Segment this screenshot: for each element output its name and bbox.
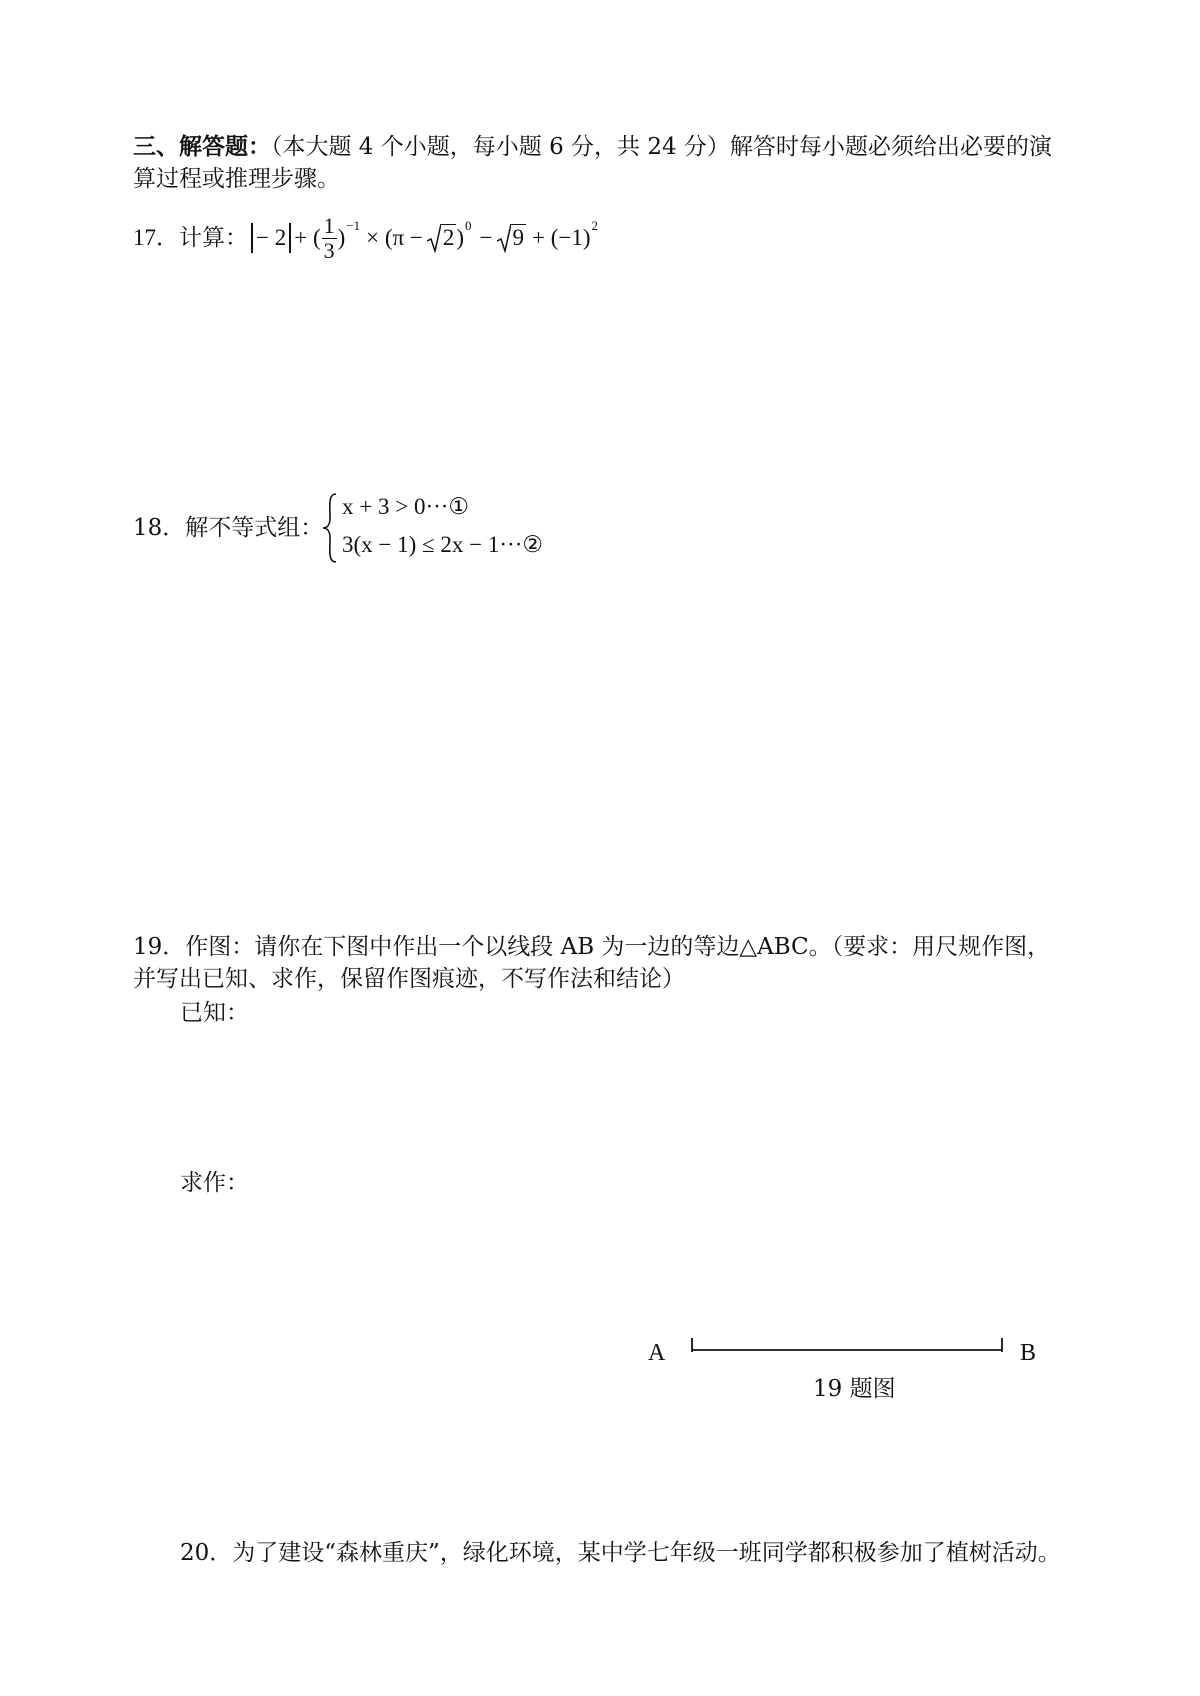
- fraction-numerator: 1: [323, 212, 335, 238]
- q17-close1: ): [337, 225, 346, 250]
- segment-ab: [690, 1336, 1004, 1362]
- figure-19-caption: 19 题图: [813, 1376, 896, 1402]
- sqrt-two: [427, 223, 457, 253]
- q19-known: 已知：: [180, 1000, 249, 1026]
- q20-line1: 20．为了建设“森林重庆”，绿化环境，某中学七年级一班同学都积极参加了植树活动。: [180, 1540, 1061, 1566]
- abs-bar-left: [251, 223, 253, 253]
- question-17: [133, 208, 598, 268]
- section-intro-line1: （本大题 4 个小题，每小题 6 分，共 24 分）解答时每小题必须给出必要的演: [271, 134, 1052, 160]
- point-a-label: A: [648, 1340, 666, 1366]
- sqrt-nine: [497, 223, 527, 253]
- q17-label: 17．计算：: [133, 225, 248, 250]
- q17-minus: −: [479, 225, 493, 250]
- q17-abs-inner: − 2: [256, 225, 287, 250]
- q19-line2: 并写出已知、求作，保留作图痕迹，不写作法和结论）: [133, 966, 685, 992]
- q17-exp2: 0: [465, 218, 472, 233]
- q17-plus1: + (: [294, 225, 321, 250]
- section-intro: [133, 132, 1052, 162]
- radical-sign-icon: [497, 223, 511, 253]
- q17-plus2: + (−1): [532, 225, 591, 250]
- segment-ab-line: [690, 1336, 1004, 1358]
- fraction-one-third: [322, 214, 337, 263]
- q17-close2: ): [456, 225, 465, 250]
- q17-times: × (π −: [366, 225, 423, 250]
- inequality-1: x + 3 > 0···①: [342, 494, 470, 519]
- q19-construct: 求作：: [180, 1170, 249, 1196]
- q19-line1: 19．作图：请你在下图中作出一个以线段 AB 为一边的等边△ABC。（要求：用尺规作图，: [133, 934, 1051, 960]
- section-heading: 三、解答题：: [133, 133, 271, 160]
- point-b-label: B: [1020, 1340, 1037, 1366]
- section-intro-line2: 算过程或推理步骤。: [133, 166, 340, 192]
- abs-bar-right: [289, 223, 291, 253]
- fraction-denominator: 3: [323, 237, 335, 263]
- q17-exp3: 2: [591, 218, 599, 233]
- q17-exp1: −1: [346, 218, 361, 233]
- left-brace-icon: [322, 492, 338, 564]
- sqrt-nine-arg: 9: [512, 225, 525, 250]
- inequality-brace: [322, 492, 338, 568]
- inequality-2: 3(x − 1) ≤ 2x − 1···②: [342, 532, 543, 557]
- q18-label: 18．解不等式组：: [133, 515, 324, 541]
- sqrt-two-arg: 2: [442, 225, 455, 250]
- radical-sign-icon: [427, 223, 441, 253]
